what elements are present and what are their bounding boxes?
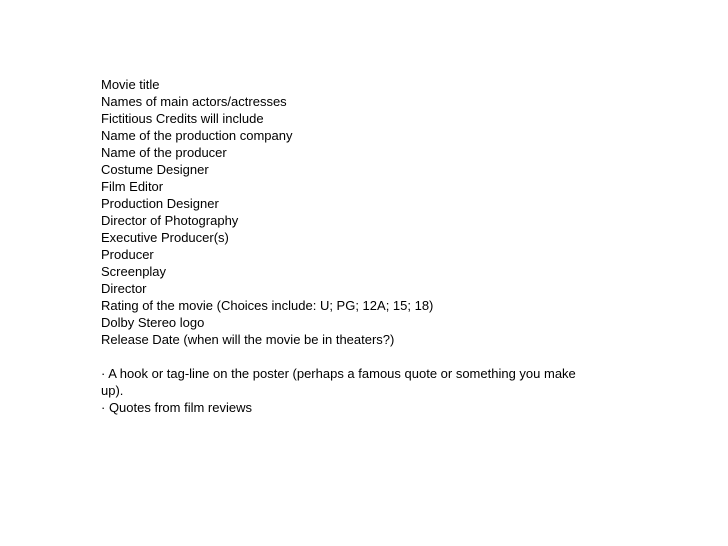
- text-line-production-company: Name of the production company: [101, 128, 293, 143]
- text-line-costume-designer: Costume Designer: [101, 162, 209, 177]
- slide-text-body: [101, 76, 601, 416]
- text-line-movie-title: Movie title: [101, 77, 160, 92]
- bullet-item-film-review-quotes: · Quotes from film reviews: [101, 400, 252, 415]
- text-line-film-editor: Film Editor: [101, 179, 164, 194]
- text-line-production-designer: Production Designer: [101, 196, 219, 211]
- text-line-screenplay: Screenplay: [101, 264, 167, 279]
- bullet-item-hook-tagline: · A hook or tag-line on the poster (perhaps a famous quote or something you make up).: [101, 366, 576, 398]
- text-line-dolby-logo: Dolby Stereo logo: [101, 315, 205, 330]
- text-line-executive-producer: Executive Producer(s): [101, 230, 229, 245]
- text-line-rating: Rating of the movie (Choices include: U; PG; 12A; 15; 18): [101, 298, 434, 313]
- text-line-main-actors: Names of main actors/actresses: [101, 94, 287, 109]
- text-line-producer-name: Name of the producer: [101, 145, 227, 160]
- text-line-producer: Producer: [101, 247, 154, 262]
- text-line-director-of-photography: Director of Photography: [101, 213, 239, 228]
- text-line-director: Director: [101, 281, 147, 296]
- blank-line: [101, 348, 601, 365]
- text-line-fictitious-credits: Fictitious Credits will include: [101, 111, 264, 126]
- text-line-release-date: Release Date (when will the movie be in theaters?): [101, 332, 395, 347]
